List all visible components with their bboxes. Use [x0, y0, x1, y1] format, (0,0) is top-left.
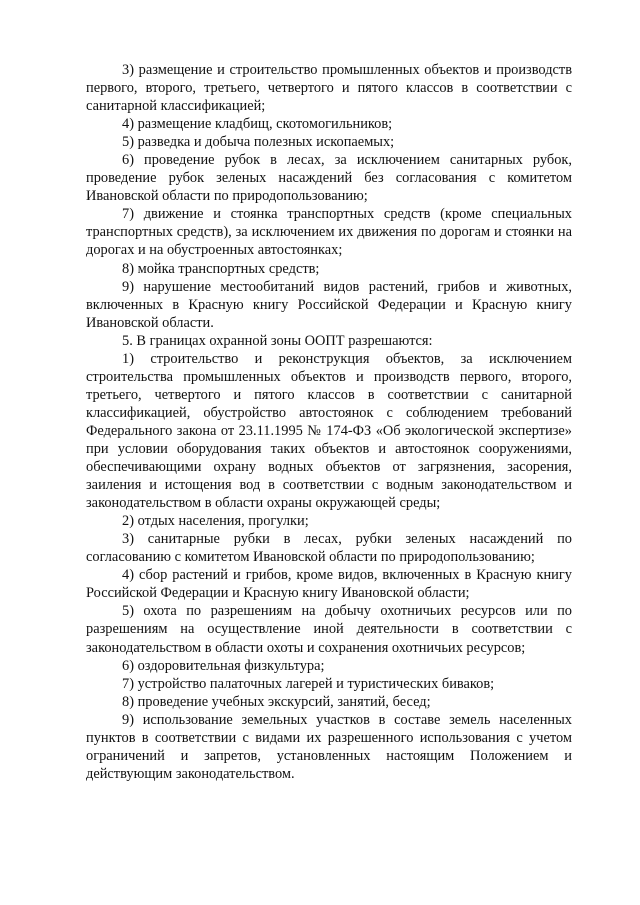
prohibited-item-4-cemeteries: 4) размещение кладбищ, скотомогильников; [122, 116, 393, 133]
permitted-item-5-hunting: 5) охота по разрешениям на добычу охотничьих ресурсов или по разрешениям на осуществление иной деятельности в соответствии с законодательством в области охоты и сохранения охотничьих ресурсов; [86, 603, 572, 656]
permitted-item-7-camping: 7) устройство палаточных лагерей и туристических биваков; [122, 675, 495, 692]
prohibited-item-5-mineral-extraction: 5) разведка и добыча полезных ископаемых; [122, 134, 395, 151]
prohibited-item-8-vehicle-washing: 8) мойка транспортных средств; [122, 260, 320, 277]
document-body [86, 61, 572, 783]
prohibited-item-6-logging: 6) проведение рубок в лесах, за исключением санитарных рубок, проведение рубок зеленых насаждений без согласования с комитетом Ивановской области по природопользованию; [86, 152, 572, 205]
permitted-item-9-land-use: 9) использование земельных участков в составе земель населенных пунктов в соответствии с видами их разрешенного использования с учетом ограничений и запретов, установленных настоящим Положением и действующим законодательством. [86, 711, 572, 782]
permitted-item-2-recreation: 2) отдых населения, прогулки; [122, 513, 309, 530]
permitted-item-4-plant-collection: 4) сбор растений и грибов, кроме видов, включенных в Красную книгу Российской Федерации и Красную книгу Ивановской области; [86, 567, 572, 602]
prohibited-item-3-industrial-construction: 3) размещение и строительство промышленных объектов и производств первого, второго, третьего, четвертого и пятого классов в соответствии с санитарной классификацией; [86, 62, 572, 115]
permitted-item-8-excursions: 8) проведение учебных экскурсий, занятий, бесед; [122, 693, 431, 710]
prohibited-item-7-vehicle-traffic: 7) движение и стоянка транспортных средств (кроме специальных транспортных средств), за исключением их движения по дорогам и стоянки на дорогах и на обустроенных автостоянках; [86, 206, 572, 259]
section-5-heading: 5. В границах охранной зоны ООПТ разрешаются: [122, 332, 433, 349]
permitted-item-3-sanitary-logging: 3) санитарные рубки в лесах, рубки зеленых насаждений по согласованию с комитетом Ивановской области по природопользованию; [86, 531, 572, 566]
prohibited-item-9-habitat-disturbance: 9) нарушение местообитаний видов растений, грибов и животных, включенных в Красную книгу Российской Федерации и Красную книгу Ивановской области. [86, 278, 572, 331]
permitted-item-1-construction: 1) строительство и реконструкция объектов, за исключением строительства промышленных объектов и производств первого, второго, третьего, четвертого и пятого классов в соответствии с санитарной классификацией, обустройство автостоянок с соблюдением требований Федерального закона от 23.11.1995 № 174-ФЗ «Об экологической экспертизе» при условии оборудования таких объектов и автостоянок сооружениями, обеспечивающими охрану водных объектов от загрязнения, засорения, заиления и истощения вод в соответствии с водным законодательством и законодательством в области охраны окружающей среды; [86, 350, 572, 512]
permitted-item-6-fitness: 6) оздоровительная физкультура; [122, 657, 325, 674]
